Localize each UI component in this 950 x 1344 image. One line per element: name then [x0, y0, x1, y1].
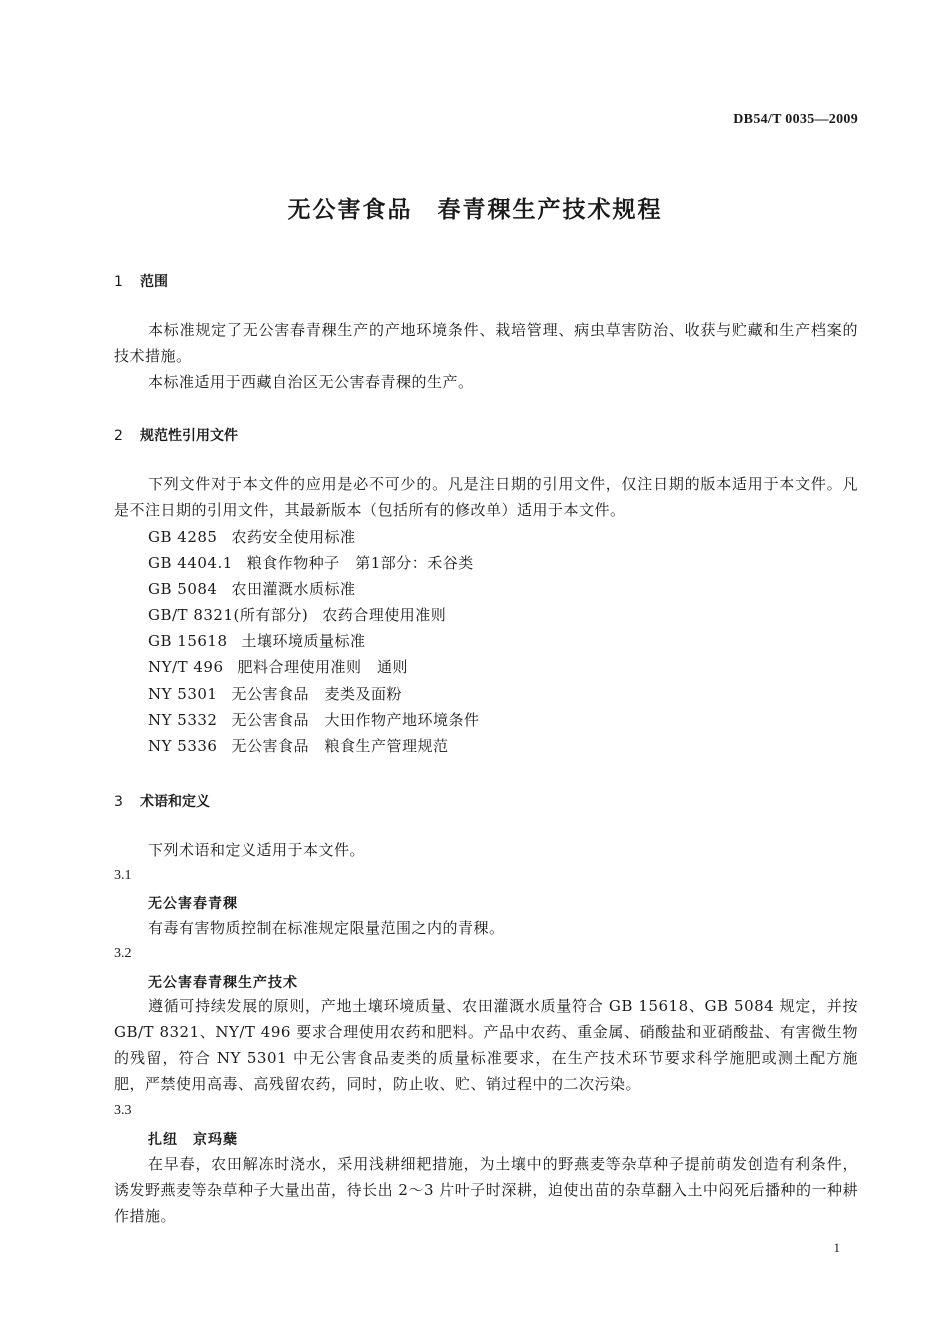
- reference-name: 无公害食品 粮食生产管理规范: [231, 737, 449, 755]
- reference-item: [148, 735, 449, 756]
- reference-name: 土壤环境质量标准: [241, 632, 366, 650]
- reference-item: [148, 683, 402, 704]
- standard-code: DB54/T 0035—2009: [733, 112, 858, 127]
- reference-item: [148, 552, 474, 573]
- term-definition: 有毒有害物质控制在标准规定限量范围之内的青稞。: [148, 919, 505, 937]
- term-definition: 遵循可持续发展的原则，产地土壤环境质量、农田灌溉水质量符合 GB 15618、GB 5084 规定，并按 GB/T 8321、NY/T 496 要求合理使用农药和肥料。产品中农药、重金属、硝酸盐和亚硝酸盐、有害微生物的残留，符合 NY 5301 中无公害食品麦类的质量标准要求，在生产技术环节要求科学施肥或测土配方施肥，严禁使用高毒、高残留农药，同时，防止收、贮、销过程中的二次污染。: [114, 997, 858, 1093]
- reference-name: 肥料合理使用准则 通则: [237, 658, 408, 676]
- reference-item: [148, 578, 355, 599]
- section-title: 规范性引用文件: [140, 428, 238, 444]
- reference-code: NY 5332: [148, 711, 218, 729]
- reference-code: NY 5336: [148, 737, 218, 755]
- clause-number: 3.1: [114, 868, 132, 883]
- reference-name: 农田灌溉水质标准: [231, 580, 356, 598]
- term-definition: 在早春，农田解冻时浇水，采用浅耕细耙措施，为土壤中的野燕麦等杂草种子提前萌发创造有利条件，诱发野燕麦等杂草种子大量出苗，待长出 2～3 片叶子时深耕，迫使出苗的杂草翻入土中闷死后播种的一种耕作措施。: [114, 1155, 858, 1225]
- clause-number: 3.3: [114, 1103, 132, 1118]
- section-1-paragraph-1: 本标准规定了无公害春青稞生产的产地环境条件、栽培管理、病虫草害防治、收获与贮藏和生产档案的技术措施。: [114, 321, 858, 365]
- reference-code: NY/T 496: [148, 658, 224, 676]
- section-1-heading: [114, 271, 168, 291]
- reference-item: [148, 630, 366, 651]
- section-number: 2: [114, 428, 123, 444]
- reference-name: 农药合理使用准则: [322, 606, 447, 624]
- term-title: 无公害春青稞生产技术: [148, 975, 298, 991]
- section-2-heading: [114, 425, 238, 445]
- reference-name: 无公害食品 大田作物产地环境条件: [231, 711, 480, 729]
- section-title: 术语和定义: [140, 794, 210, 810]
- section-1-paragraph-2: 本标准适用于西藏自治区无公害春青稞的生产。: [148, 373, 474, 391]
- reference-code: GB 15618: [148, 632, 228, 650]
- section-title: 范围: [140, 274, 168, 290]
- reference-code: GB 4285: [148, 528, 218, 546]
- section-2-paragraph-1: 下列文件对于本文件的应用是必不可少的。凡是注日期的引用文件，仅注日期的版本适用于本文件。凡是不注日期的引用文件，其最新版本（包括所有的修改单）适用于本文件。: [114, 475, 858, 519]
- reference-code: GB 4404.1: [148, 554, 233, 572]
- page-number: 1: [833, 1240, 840, 1255]
- reference-item: [148, 604, 446, 625]
- section-number: 1: [114, 274, 123, 290]
- reference-item: [148, 709, 480, 730]
- reference-code: NY 5301: [148, 685, 218, 703]
- reference-code: GB/T 8321(所有部分): [148, 606, 309, 624]
- reference-code: GB 5084: [148, 580, 218, 598]
- document-title: 无公害食品 春青稞生产技术规程: [287, 197, 663, 223]
- clause-number: 3.2: [114, 946, 132, 961]
- term-title: 无公害春青稞: [148, 896, 238, 912]
- reference-name: 无公害食品 麦类及面粉: [231, 685, 402, 703]
- reference-name: 农药安全使用标准: [231, 528, 356, 546]
- term-title: 扎纽 京玛蘖: [148, 1132, 238, 1148]
- section-number: 3: [114, 794, 123, 810]
- reference-name: 粮食作物种子 第1部分：禾谷类: [246, 554, 474, 572]
- section-3-heading: [114, 791, 210, 811]
- reference-item: [148, 656, 408, 677]
- reference-item: [148, 526, 355, 547]
- section-3-paragraph-1: 下列术语和定义适用于本文件。: [148, 841, 366, 859]
